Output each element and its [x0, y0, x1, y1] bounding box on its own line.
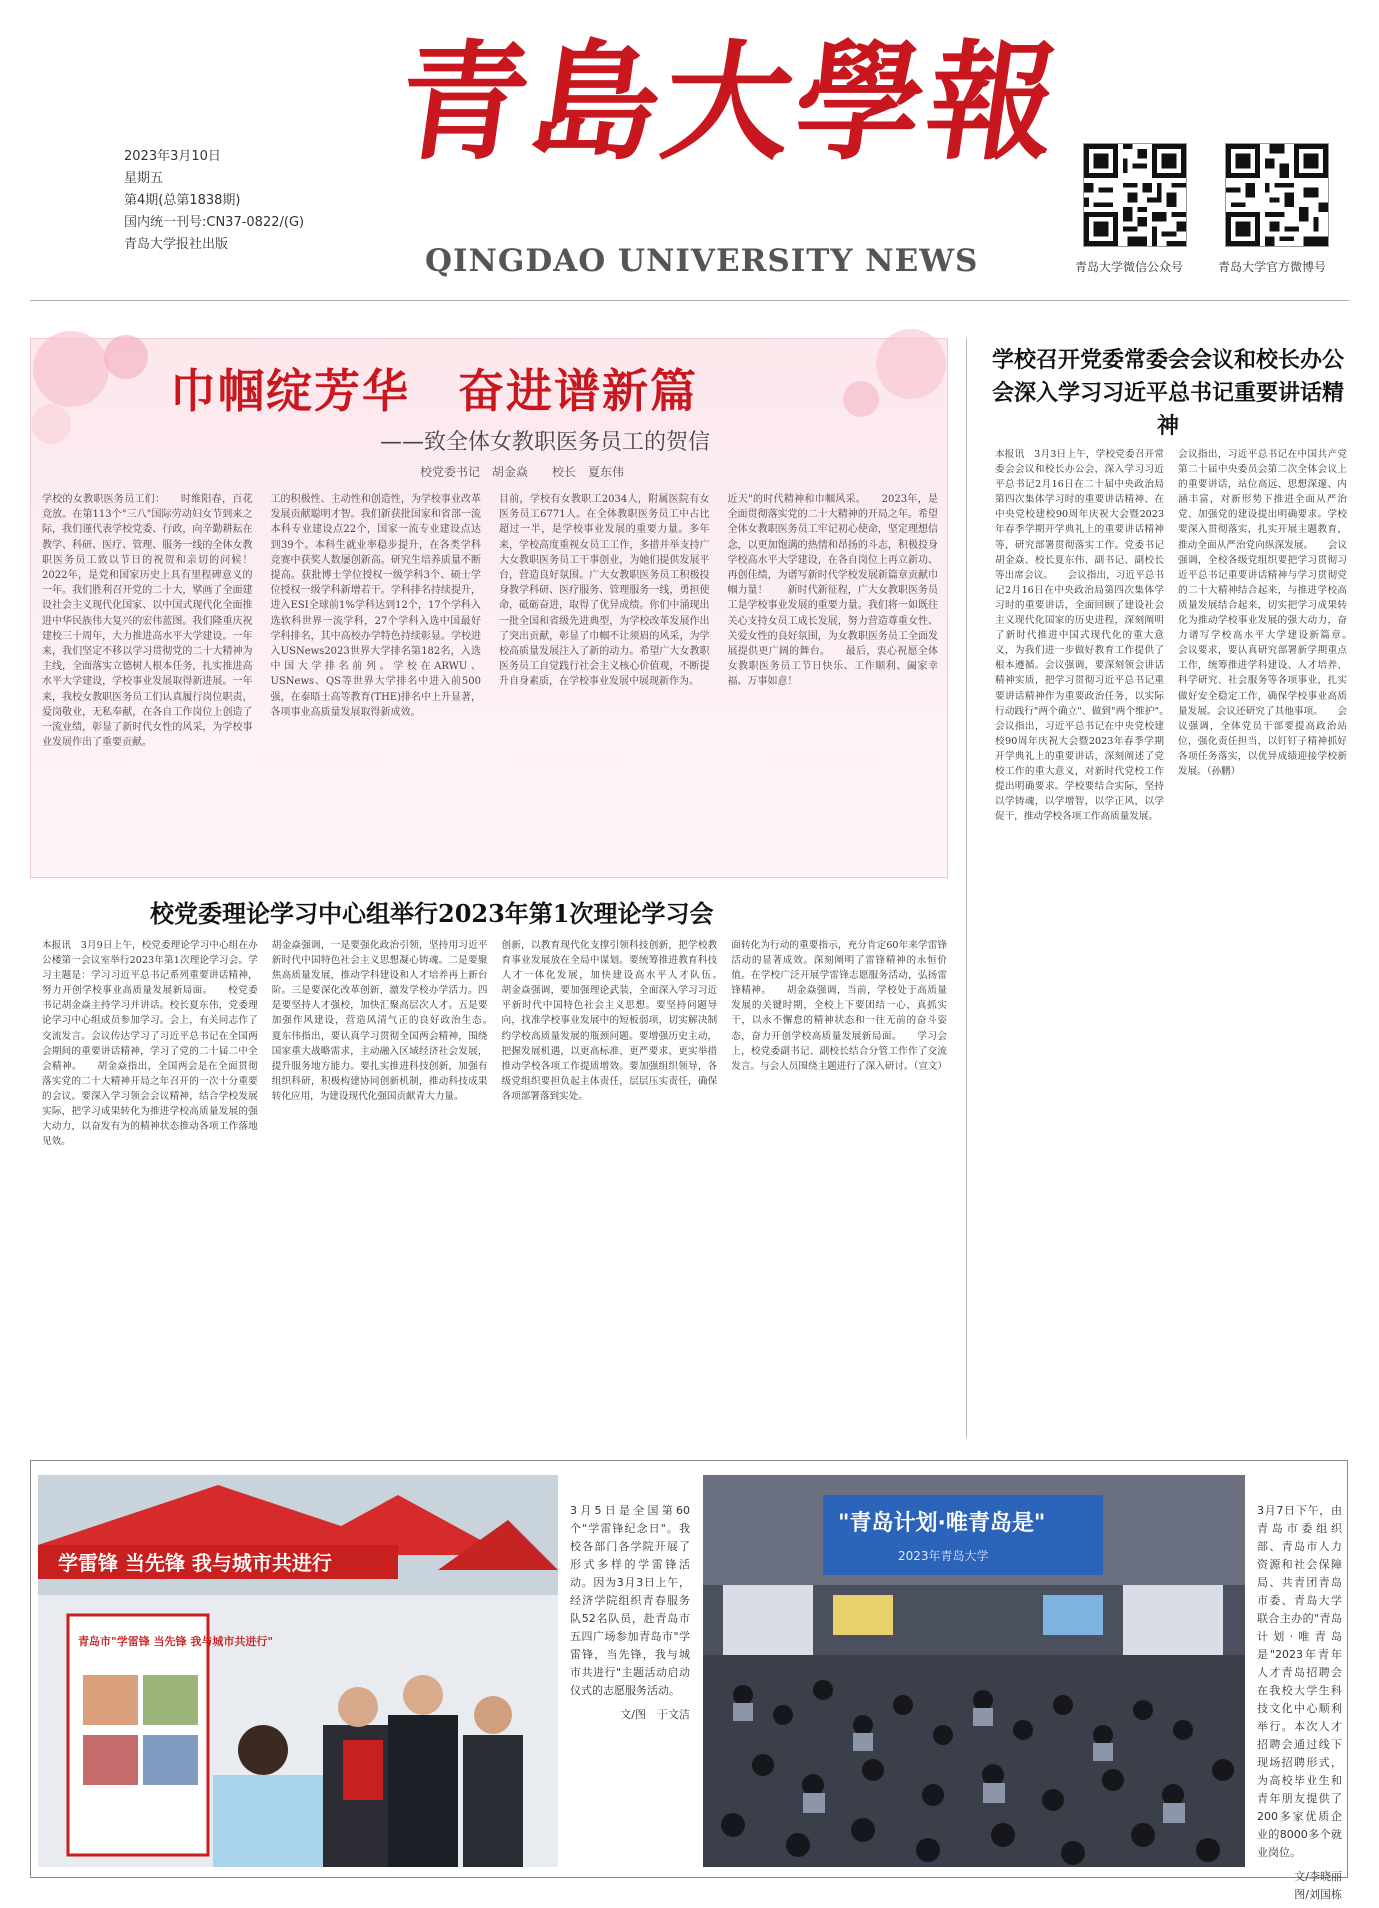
study-article-col-4: 面转化为行动的重要指示，充分肯定60年来学雷锋活动的显著成效。深刻阐明了雷锋精神的永恒价值。在学校广泛开展学雷锋志愿服务活动，弘扬雷锋精神。 胡金焱强调，当前，学校处于高质量发展的关键时期，全校上下要团结一心，真抓实干，以永不懈怠的精神状态和一往无前的奋斗姿态，奋力开创学校高质量发展新局面。 学习会上，校党委副书记、副校长结合分管工作作了交流发言。与会人员围绕主题进行了深入研讨。（宣文）	[731, 940, 948, 1072]
publisher: 青岛大学报社出版	[124, 237, 229, 252]
right-article-body	[995, 447, 1367, 1447]
qr-code-wechat	[1083, 143, 1187, 247]
right-article-title: 学校召开党委常委会会议和校长办公会深入学习习近平总书记重要讲话精神	[991, 347, 1344, 439]
photo-caption-job-fair	[1257, 1502, 1342, 1904]
column-divider	[966, 338, 967, 1438]
greeting-body	[42, 492, 938, 872]
issue-date: 2023年3月10日	[124, 149, 221, 164]
volunteer-photo-illustration	[38, 1475, 558, 1867]
greeting-col-3: 目前，学校有女教职工2034人，附属医院有女医务员工6771人。在全体教职医务员工中占比超过一半，是学校事业发展的重要力量。多年来，学校高度重视女员工工作，多措并举支持广大女教职医务员工干事创业，为她们提供发展平台，营造良好氛围。广大女教职医务员工积极投身教学科研、医疗服务、管理服务一线，勇担使命，砥砺奋进，取得了优异成绩。你们中涌现出一批全国和省级先进典型，为学校改革发展作出了突出贡献，彰显了巾帼不让须眉的风采，为学校高质量发展注入了新的动力。希望广大女教职医务员工自觉践行社会主义核心价值观，不断提升自身素质，在学校事业发展中展现新作为。	[499, 494, 710, 688]
job-fair-banner-text: "青岛计划·唯青岛是"	[838, 1511, 1046, 1536]
greeting-col-4: 近天"的时代精神和巾帼风采。 2023年，是全面贯彻落实党的二十大精神的开局之年。希望全体女教职医务员工牢记初心使命，坚定理想信念，以更加饱满的热情和昂扬的斗志，积极投身学校高水平大学建设，在各自岗位上再立新功、再创佳绩，为谱写新时代学校发展新篇章贡献巾帼力量！ 新时代新征程，广大女教职医务员工是学校事业发展的重要力量。我们将一如既往关心支持女员工成长发展，努力营造尊重女性、关爱女性的良好氛围，为女教职医务员工全面发展提供更广阔的舞台。 最后，衷心祝愿全体女教职医务员工节日快乐、工作顺利、阖家幸福、万事如意！	[727, 494, 938, 688]
job-fair-banner-sub: 2023年青岛大学	[898, 1549, 989, 1563]
credit-volunteer: 文/图 于文洁	[620, 1708, 690, 1721]
greeting-signers: 校党委书记 胡金焱 校长 夏东伟	[420, 465, 625, 479]
photo-caption-volunteer	[570, 1502, 690, 1724]
display-board-text: 青岛市"学雷锋 当先锋 我与城市共进行"	[78, 1635, 274, 1648]
study-article-body	[42, 938, 947, 1441]
cn-number: 国内统一刊号:CN37-0822/(G)	[124, 215, 305, 230]
caption-text-volunteer: 3月5日是全国第60个"学雷锋纪念日"。我校各部门各学院开展了形式多样的学雷锋活动。因为3月3日上午，经济学院组织青春服务队52名队员，赴青岛市五四广场参加青岛市"学雷锋，当先锋，我与城市共进行"主题活动启动仪式的志愿服务活动。	[570, 1504, 690, 1697]
masthead-meta	[124, 146, 324, 256]
study-article-col-1: 本报讯 3月9日上午，校党委理论学习中心组在办公楼第一会议室举行2023年第1次理论学习会。学习主题是：学习习近平总书记系列重要讲话精神，努力开创学校事业高质量发展新局面。 校党委书记胡金焱主持学习并讲话。校长夏东伟，党委理论学习中心组成员参加学习。会上，有关同志作了交流发言。会议传达学习了习近平总书记在全国两会期间的重要讲话精神，学习了党的二十届二中全会精神。 胡金焱指出，全国两会是在全面贯彻落实党的二十大精神开局之年召开的一次十分重要的会议。要深入学习领会会议精神，结合学校发展实际，把学习成果转化为推进学校高质量发展的强大动力，以奋发有为的精神状态推动各项工作落地见效。	[42, 940, 258, 1148]
issue-weekday: 星期五	[124, 171, 164, 186]
qr-caption-weibo: 青岛大学官方微博号	[1218, 260, 1327, 274]
newspaper-title-cn: 青島大學報	[389, 28, 1071, 178]
greeting-title: 巾帼绽芳华 奋进谱新篇	[170, 364, 698, 418]
qr-caption-wechat: 青岛大学微信公众号	[1075, 260, 1184, 274]
masthead-divider	[30, 300, 1349, 301]
issue-number: 第4期(总第1838期)	[124, 193, 241, 208]
study-article-col-2: 胡金焱强调，一是要强化政治引领，坚持用习近平新时代中国特色社会主义思想凝心铸魂。二是要聚焦高质量发展，推动学科建设和人才培养再上新台阶。三是要深化改革创新，激发学校办学活力。四是要坚持人才强校，加快汇聚高层次人才。五是要加强作风建设，营造风清气正的良好政治生态。 夏东伟指出，要认真学习贯彻全国两会精神，围绕国家重大战略需求，主动融入区域经济社会发展，提升服务地方能力。要扎实推进科技创新，加强有组织科研，积极构建协同创新机制，推动科技成果转化应用，为建设现代化强国贡献青大力量。	[271, 940, 507, 1102]
tent-banner-text: 学雷锋 当先锋 我与城市共进行	[58, 1551, 332, 1575]
study-article-title: 校党委理论学习中心组举行2023年第1次理论学习会	[150, 899, 714, 928]
qr-code-weibo	[1225, 143, 1329, 247]
job-fair-photo-illustration	[703, 1475, 1245, 1867]
greeting-col-2: 工的积极性、主动性和创造性，为学校事业改革发展贡献聪明才智。我们新获批国家和省部一流本科专业建设点22个，国家一流专业建设点达到39个。本科生就业率稳步提升，在各类学科竞赛中获奖人数屡创新高。研究生培养质量不断提高。获批博士学位授权一级学科3个、硕士学位授权一级学科新增若干。学科排名持续提升，进入ESI全球前1%学科达到12个，17个学科入选软科世界一流学科，27个学科入选中国最好学科排名，其中高校办学特色持续彰显。学校进入USNews2023世界大学排名第182名，入选中国大学排名前列。学校在ARWU、USNews、QS等世界大学排名中进入前500强，在泰晤士高等教育(THE)排名中上升显著，各项事业高质量发展取得新成效。	[270, 494, 481, 718]
newspaper-title	[389, 28, 1071, 198]
greeting-subtitle: ——致全体女教职医务员工的贺信	[380, 430, 711, 455]
photo-job-fair	[703, 1475, 1245, 1867]
right-article-col-2: 会议指出，习近平总书记在中国共产党第二十届中央委员会第二次全体会议上的重要讲话，站位高远、思想深邃、内涵丰富，对新形势下推进全面从严治党、加强党的建设提出明确要求。学校要深入贯彻落实，扎实开展主题教育，推动全面从严治党向纵深发展。 会议强调，全校各级党组织要把学习贯彻习近平总书记重要讲话精神与学习贯彻党的二十大精神结合起来，与推进学校高质量发展结合起来，切实把学习成果转化为推动学校事业发展的强大动力，奋力谱写学校高水平大学建设新篇章。 会议要求，要认真研究部署新学期重点工作，统筹推进学科建设、人才培养、科学研究、社会服务等各项事业，扎实做好安全稳定工作，确保学校事业高质量发展。会议还研究了其他事项。 会议强调，全体党员干部要提高政治站位，强化责任担当，以钉钉子精神抓好各项任务落实，以优异成绩迎接学校新发展。（孙鹏）	[1178, 449, 1367, 777]
credit-job-fair: 文/李晓丽 图/刘国栋	[1294, 1870, 1342, 1901]
right-article-col-1: 本报讯 3月3日上午，学校党委召开常委会会议和校长办公会，深入学习习近平总书记2月16日在二十届中央政治局第四次集体学习时的重要讲话精神、在中央党校建校90周年庆祝大会暨2023年春季学期开学典礼上的重要讲话精神等，研究部署贯彻落实工作。党委书记胡金焱、校长夏东伟、副书记、副校长等出席会议。 会议指出，习近平总书记2月16日在中央政治局第四次集体学习时的重要讲话，全面回顾了建设社会主义现代化国家的历史进程，深刻阐明了新时代推进中国式现代化的重大意义，为我们进一步做好教育工作提供了根本遵循。会议强调，要深刻领会讲话精神实质，把学习贯彻习近平总书记重要讲话精神作为重要政治任务，以实际行动践行"两个确立"、做到"两个维护"。 会议指出，习近平总书记在中央党校建校90周年庆祝大会暨2023年春季学期开学典礼上的重要讲话，深刻阐述了党校工作的重大意义，对新时代党校工作提出明确要求。学校要结合实际，坚持以学铸魂，以学增智，以学正风，以学促干，推动学校各项工作高质量发展。	[995, 449, 1184, 823]
greeting-col-1: 学校的女教职医务员工们： 时维阳春，百花竞放。在第113个"三八"国际劳动妇女节到来之际，我们谨代表学校党委、行政，向辛勤耕耘在教学、科研、医疗、管理、服务一线的全体女教职医务员工致以节日的祝贺和亲切的问候！ 2022年，是党和国家历史上具有里程碑意义的一年。我们胜利召开党的二十大，擘画了全面建设社会主义现代化国家、以中国式现代化全面推进中华民族伟大复兴的宏伟蓝图。我们隆重庆祝建校三十周年，大力推进高水平大学建设。一年来，我们坚定不移以学习贯彻党的二十大精神为主线，全面落实立德树人根本任务，扎实推进高水平大学建设，学校事业发展取得新进展。一年来，我校女教职医务员工们认真履行岗位职责，爱岗敬业，无私奉献，在各自工作岗位上创造了一流业绩，彰显了新时代女性的风采，为学校事业发展作出了重要贡献。	[42, 494, 273, 749]
newspaper-title-en: QINGDAO UNIVERSITY NEWS	[425, 243, 979, 279]
study-article-col-3: 创新，以教育现代化支撑引领科技创新，把学校教育事业发展放在全局中谋划。要统筹推进教育科技人才一体化发展，加快建设高水平人才队伍。 胡金焱强调，要加强理论武装，全面深入学习习近平新时代中国特色社会主义思想。要坚持问题导向，找准学校事业发展中的短板弱项，切实解决制约学校高质量发展的瓶颈问题。要增强历史主动，把握发展机遇，以更高标准、更严要求、更实举措推动学校各项工作提质增效。要加强组织领导，各级党组织要担负起主体责任，层层压实责任，确保各项部署落到实处。	[501, 940, 737, 1102]
caption-text-job-fair: 3月7日下午，由青岛市委组织部、青岛市人力资源和社会保障局、共青团青岛市委、青岛大学联合主办的"青岛计划·唯青岛是"2023年青年人才青岛招聘会在我校大学生科技文化中心顺利举行。本次人才招聘会通过线下现场招聘形式，为高校毕业生和青年朋友提供了200多家优质企业的8000多个就业岗位。	[1257, 1504, 1342, 1859]
photo-volunteer-event	[38, 1475, 558, 1867]
